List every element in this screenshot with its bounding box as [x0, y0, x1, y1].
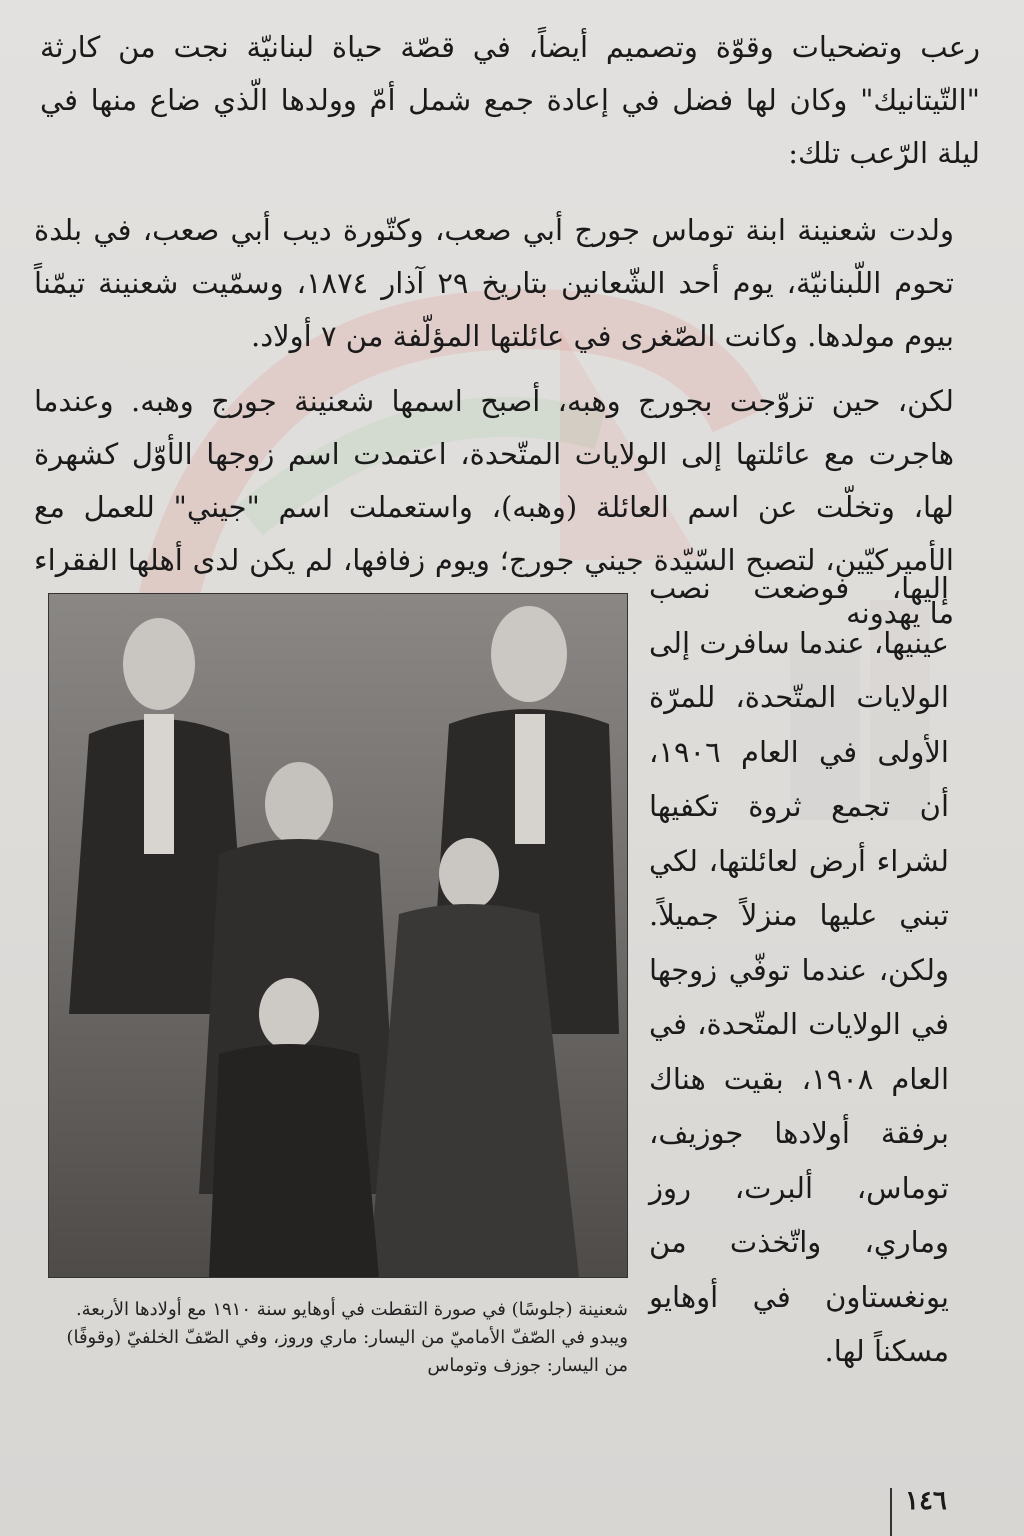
page-number: ١٤٦: [905, 1486, 947, 1516]
family-photo: [48, 593, 628, 1278]
paragraph-birth: ولدت شعنينة ابنة توماس جورج أبي صعب، وكتّورة ديب أبي صعب، في بلدة تحوم اللّبنانيّة، يوم أحد الشّعانين بتاريخ ٢٩ آذار ١٨٧٤، وسمّيت شعنينة تيمّناً بيوم مولدها. وكانت الصّغرى في عائلتها المؤلّفة من ٧ أولاد.: [34, 213, 954, 353]
paragraph-side-column: إليها، فوضعت نصب عينيها، عندما سافرت إلى الولايات المتّحدة، للمرّة الأولى في العام ١٩٠٦، أن تجمع ثروة تكفيها لشراء أرض لعائلتها، لكي تبني عليها منزلاً جميلاً. ولكن، عندما توفّي زوجها في الولايات المتّحدة، في العام ١٩٠٨، بقيت هناك برفقة أولادها جوزيف، توماس، ألبرت، روز وماري، واتّخذت من يونغستاون في أوهايو مسكناً لها.: [649, 571, 949, 1368]
paragraph-intro: رعب وتضحيات وقوّة وتصميم أيضاً، في قصّة حياة لبنانيّة نجت من كارثة "التّيتانيك" وكان لها فضل في إعادة جمع شمل أمّ وولدها الّذي ضاع منها في ليلة الرّعب تلك:: [40, 30, 980, 170]
footer-rule: [890, 1488, 892, 1536]
paragraph-marriage: لكن، حين تزوّجت بجورج وهبه، أصبح اسمها شعنينة جورج وهبه. وعندما هاجرت مع عائلتها إلى الولايات المتّحدة، اعتمدت اسم زوجها الأوّل كشهرة لها، وتخلّت عن اسم العائلة (وهبه)، واستعملت اسم "جيني" للعمل مع الأميركيّين، لتصبح السّيّدة جيني جورج؛ ويوم زفافها، لم يكن لدى أهلها الفقراء ما يهدونه: [34, 384, 954, 630]
photo-caption: شعنينة (جلوسًا) في صورة التقطت في أوهايو سنة ١٩١٠ مع أولادها الأربعة. ويبدو في الصّفّ الأماميّ من اليسار: ماري وروز، وفي الصّفّ الخلفيّ (وقوفًا) من اليسار: جوزف وتوماس: [66, 1299, 628, 1376]
